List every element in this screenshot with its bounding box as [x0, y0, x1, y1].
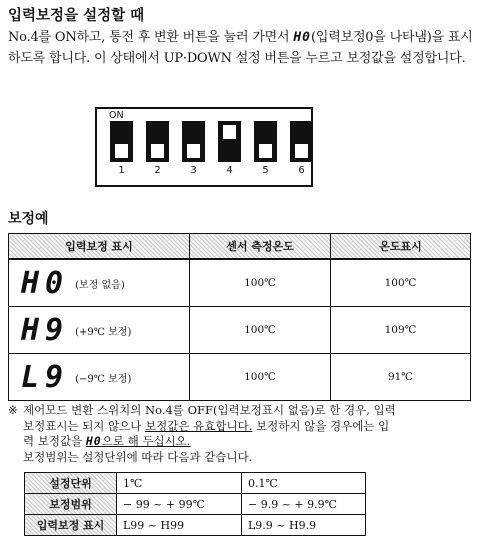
dip-on-label: ON — [109, 110, 124, 121]
footnote-line — [23, 419, 477, 435]
footnote-underlined: 보정값은 유효합니다. — [145, 418, 253, 433]
value-cell: L9.9 ~ H9.9 — [242, 515, 366, 536]
dip-switch-4 — [218, 121, 241, 162]
dip-switch-number: 6 — [298, 165, 305, 176]
value-cell: 1℃ — [117, 473, 242, 494]
shown-cell: 100℃ — [331, 259, 471, 307]
dip-switch-number: 3 — [190, 165, 197, 176]
footnote-text: 보정표시는 되지 않으나 — [23, 418, 146, 433]
dip-switch-number: 4 — [226, 165, 233, 176]
table-row — [9, 307, 471, 354]
intro-segment-display: H0 — [293, 30, 311, 45]
display-cell — [9, 259, 190, 307]
footnote-text: 력 보정값을 — [23, 434, 86, 448]
footnote-line — [23, 434, 477, 450]
row-label: 입력보정 표시 — [25, 515, 117, 536]
table-header-row — [9, 234, 471, 260]
header-display: 입력보정 표시 — [9, 234, 190, 260]
sensor-cell: 100℃ — [190, 259, 331, 307]
segment-display: H0 — [21, 265, 70, 301]
sensor-cell: 100℃ — [190, 307, 331, 354]
table-row — [25, 473, 366, 494]
intro-paragraph — [8, 27, 476, 69]
display-cell — [9, 307, 190, 354]
segment-display: L9 — [21, 359, 70, 395]
page-title: 입력보정을 설정할 때 — [8, 8, 145, 24]
segment-display: H9 — [21, 312, 70, 348]
intro-text-after: (입력보정0을 나타냄)을 표시하도록 합니다. 이 상태에서 UP·DOWN 설정 버튼을 누르고 보정값을 설정합니다. — [8, 30, 473, 66]
intro-text-before: No.4를 ON하고, 통전 후 변환 버튼을 눌러 가면서 — [8, 30, 294, 45]
dip-switch-2 — [146, 121, 169, 162]
row-label: 보정범위 — [25, 494, 117, 515]
dip-switch-6 — [290, 121, 313, 162]
footnote-line: 보정범위는 설정단위에 따라 다음과 같습니다. — [23, 449, 253, 464]
dip-switch-1 — [110, 121, 133, 162]
footnote-body — [23, 403, 477, 465]
header-sensor: 센서 측정온도 — [190, 234, 331, 260]
table-row — [9, 259, 471, 307]
section-title: 보정예 — [8, 211, 49, 227]
switch-knob — [259, 144, 272, 158]
footnote-segment-display: H0 — [85, 434, 102, 448]
shown-cell: 109℃ — [331, 307, 471, 354]
footnote-line: 제어모드 변환 스위치의 No.4를 OFF(입력보정표시 없음)로 한 경우, 입력 — [23, 403, 396, 417]
dip-switch-5 — [254, 121, 277, 162]
switch-knob — [115, 144, 128, 158]
footnote-mark: ※ — [8, 403, 18, 417]
value-cell: L99 ~ H99 — [117, 515, 242, 536]
row-label: 설정단위 — [25, 473, 117, 494]
value-cell: − 99 ~ + 99℃ — [117, 494, 242, 515]
display-note: (+9℃ 보정) — [75, 326, 132, 338]
display-cell — [9, 354, 190, 401]
dip-switch-number: 5 — [262, 165, 269, 176]
switch-knob — [187, 144, 200, 158]
table-row — [9, 354, 471, 401]
footnote-text: 보정하지 않을 경우에는 입 — [252, 418, 390, 433]
dip-switch-3 — [182, 121, 205, 162]
footnote-underlined: 으로 해 두십시오. — [101, 434, 191, 448]
sensor-cell: 100℃ — [190, 354, 331, 401]
dip-switch-number: 1 — [118, 165, 125, 176]
switch-knob — [151, 144, 164, 158]
value-cell: − 9.9 ~ + 9.9℃ — [242, 494, 366, 515]
display-note: (−9℃ 보정) — [75, 373, 132, 385]
range-table — [24, 472, 366, 536]
shown-cell: 91℃ — [331, 354, 471, 401]
switch-knob — [223, 125, 236, 139]
switch-knob — [295, 144, 308, 158]
value-cell: 0.1℃ — [242, 473, 366, 494]
table-row — [25, 494, 366, 515]
example-table — [8, 233, 471, 401]
display-note: (보정 없음) — [75, 279, 125, 291]
table-row — [25, 515, 366, 536]
dip-switch-number: 2 — [154, 165, 161, 176]
header-shown: 온도표시 — [331, 234, 471, 260]
